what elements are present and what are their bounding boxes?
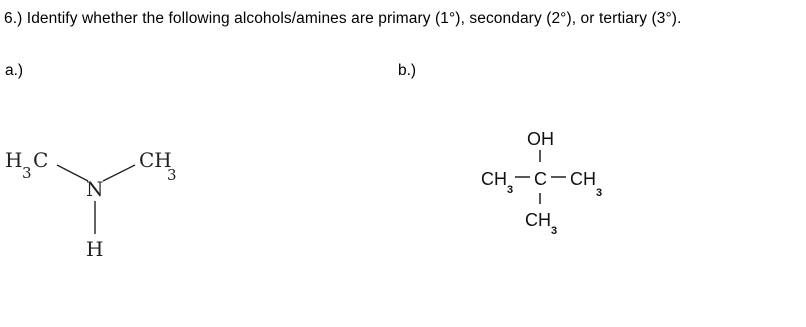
atom-left-methyl-subscript: 3 xyxy=(507,184,514,196)
part-a-label: a.) xyxy=(5,62,24,79)
atom-nitrogen: N xyxy=(86,177,104,201)
atom-left-methyl-h: H xyxy=(5,148,23,172)
question-text: 6.) Identify whether the following alcohols/amines are primary (1°), secondary (2°), or tertiary (3°). xyxy=(4,10,682,27)
atom-right-methyl-ch: CH xyxy=(139,148,172,172)
atom-n-hydrogen: H xyxy=(86,237,104,261)
atom-left-methyl-c: C xyxy=(33,148,49,172)
atom-center-carbon: C xyxy=(534,169,547,189)
atom-right-methyl-ch: CH xyxy=(570,169,596,189)
atom-hydroxyl: OH xyxy=(527,129,554,149)
part-b-label: b.) xyxy=(398,62,417,79)
atom-left-methyl-subscript: 3 xyxy=(22,164,32,182)
atom-bottom-methyl-ch: CH xyxy=(525,210,551,230)
atom-right-methyl-subscript: 3 xyxy=(596,187,603,199)
atom-left-methyl-ch: CH xyxy=(481,169,507,189)
atom-right-methyl-subscript: 3 xyxy=(167,166,177,184)
atom-bottom-methyl-subscript: 3 xyxy=(551,225,558,237)
